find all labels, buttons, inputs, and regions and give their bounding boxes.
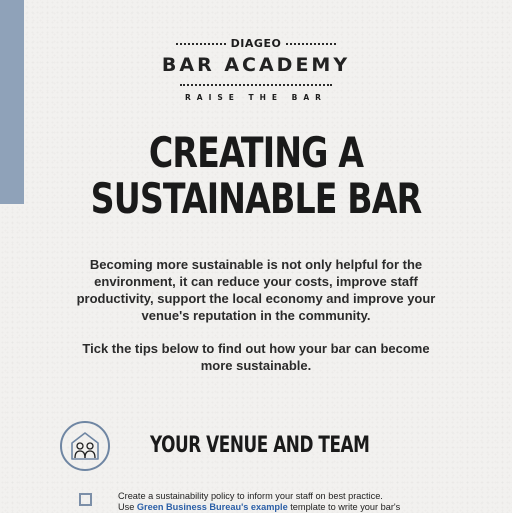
- team-building-icon: [60, 421, 110, 471]
- intro-paragraph-2: Tick the tips below to find out how your bar can become more sustainable.: [82, 341, 430, 373]
- logo-dotted-rule: [180, 84, 332, 86]
- tip-prefix: Use: [118, 502, 137, 512]
- page-title: [31, 130, 482, 222]
- page-title-line-2: SUSTAINABLE BAR: [90, 174, 422, 223]
- logo-tagline: RAISE THE BAR: [185, 93, 327, 102]
- logo-dotted-rule-right: [286, 43, 336, 45]
- intro-text: [76, 256, 436, 390]
- logo-name: BAR ACADEMY: [161, 54, 351, 76]
- tip-text: [118, 491, 428, 513]
- logo-dotted-rule-left: [176, 43, 226, 45]
- side-accent-bar: [0, 0, 24, 204]
- team-building-icon-graphic: [68, 429, 102, 463]
- logo-brand-row: [0, 37, 512, 50]
- page-title-line-1: CREATING A: [148, 128, 364, 177]
- section-title: YOUR VENUE AND TEAM: [150, 433, 370, 458]
- tip-checkbox[interactable]: [79, 493, 92, 506]
- tip-suffix: template to write your bar's: [287, 502, 401, 512]
- tip-line-1: Create a sustainability policy to inform your staff on best practice.: [118, 491, 383, 501]
- logo-brand: DIAGEO: [230, 37, 282, 50]
- tip-link[interactable]: Green Business Bureau's example: [136, 502, 288, 512]
- intro-paragraph-1: Becoming more sustainable is not only helpful for the environment, it can reduce your costs, improve staff productivity, support the local economy and improve your venue's reputation in the community.: [76, 257, 436, 323]
- tip-line-2: [118, 502, 428, 513]
